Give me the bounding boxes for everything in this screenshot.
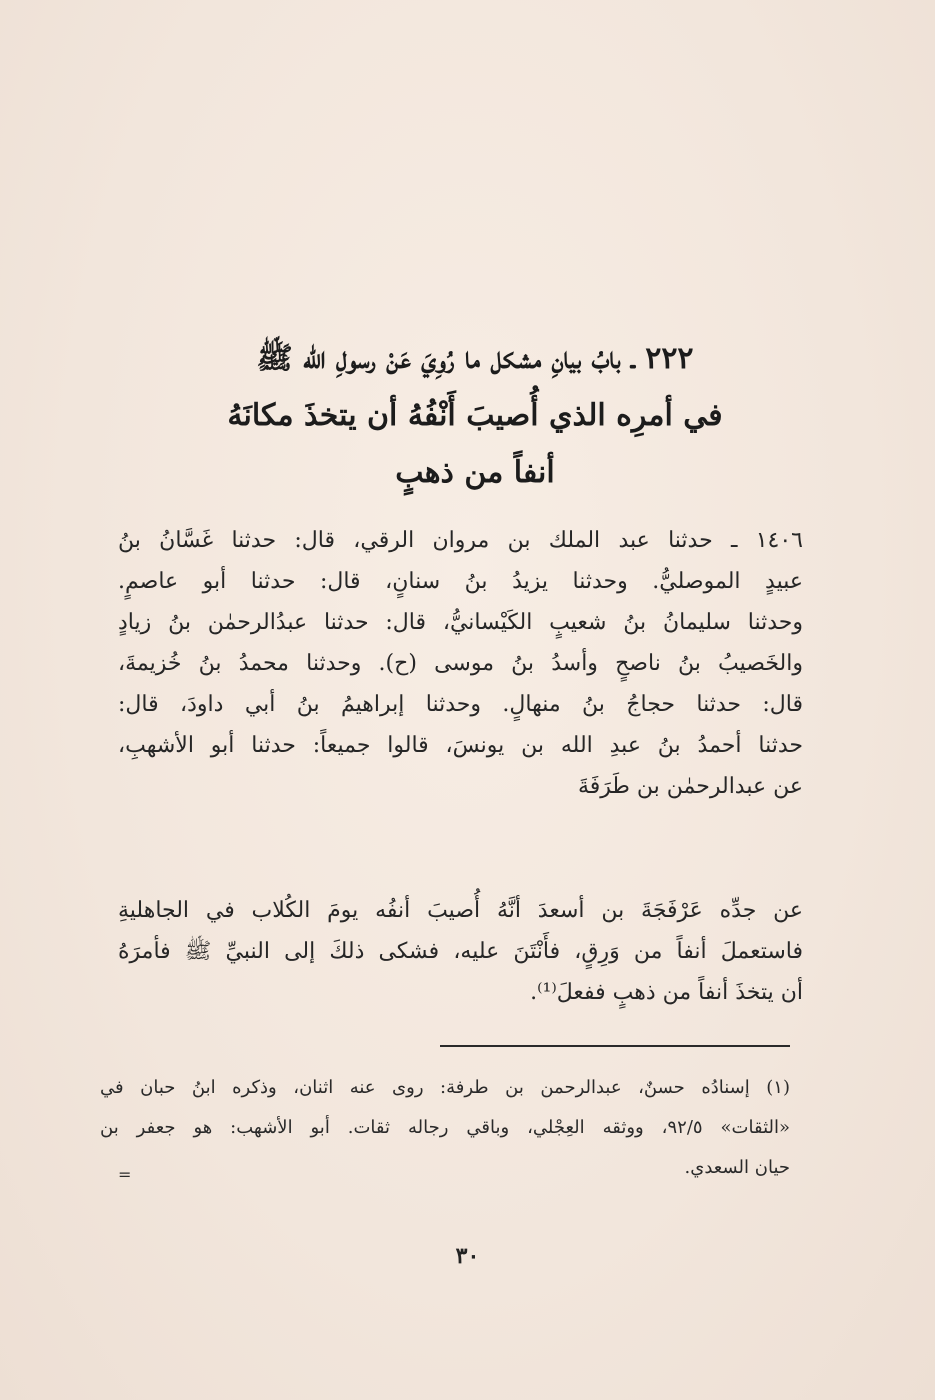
isnad-line: ١٤٠٦ ـ حدثنا عبد الملك بن مروان الرقي، قال: حدثنا غَسَّانُ بنُ xyxy=(118,528,803,553)
isnad-line: وحدثنا سليمانُ بنُ شعيبٍ الكَيْسانيُّ، قال: حدثنا عبدُالرحمٰن بنُ زيادٍ xyxy=(118,610,803,635)
footnote-line: (١) إسنادُه حسنٌ، عبدالرحمن بن طرفة: روى عنه اثنان، وذكره ابنُ حبان في xyxy=(100,1077,790,1098)
footnote-line: «الثقات» ٩٢/٥، ووثقه العِجْلي، وباقي رجاله ثقات. أبو الأشهب: هو جعفر بن xyxy=(100,1117,790,1138)
footnote-divider xyxy=(440,1045,790,1047)
footnote-continuation-mark: = xyxy=(118,1165,132,1184)
chapter-heading-line: ٢٢٢ ـ بابُ بيانِ مشكل ما رُوِيَ عَنْ رسولِ الله ﷺ xyxy=(256,341,694,376)
isnad-line: قال: حدثنا حجاجُ بنُ منهالٍ. وحدثنا إبراهيمُ بنُ أبي داودَ، قال: xyxy=(118,692,803,717)
isnad-line: والخَصيبُ بنُ ناصحٍ وأسدُ بنُ موسى (ح). وحدثنا محمدُ بنُ خُزيمةَ، xyxy=(118,651,803,676)
footnote-line: حيان السعدي. xyxy=(684,1157,790,1178)
matn-line: فاستعملَ أنفاً من وَرِقٍ، فأَنْتَنَ عليه، فشكى ذلكَ إلى النبيِّ ﷺ فأمرَهُ xyxy=(118,939,803,964)
chapter-heading-line: في أمرِه الذي أُصيبَ أَنْفُهُ أن يتخذَ مكانَهُ xyxy=(227,398,723,433)
hadith-isnad-paragraph xyxy=(118,520,803,807)
footnote xyxy=(100,1068,790,1188)
isnad-line: عبيدٍ الموصليُّ. وحدثنا يزيدُ بنُ سنانٍ، قال: حدثنا أبو عاصمٍ. xyxy=(118,569,803,594)
chapter-heading-line: أنفاً من ذهبٍ xyxy=(395,455,555,490)
chapter-heading xyxy=(130,330,820,501)
matn-line: عن جدِّه عَرْفَجَةَ بن أسعدَ أنَّهُ أُصيبَ أنفُه يومَ الكُلاب في الجاهليةِ xyxy=(118,898,803,923)
page-number: ٣٠ xyxy=(455,1243,480,1269)
hadith-matn-paragraph xyxy=(118,890,803,1013)
isnad-line: عن عبدالرحمٰن بن طَرَفَةَ xyxy=(577,774,803,799)
matn-line: أن يتخذَ أنفاً من ذهبٍ ففعلَ⁽¹⁾. xyxy=(530,980,803,1005)
isnad-line: حدثنا أحمدُ بنُ عبدِ الله بن يونسَ، قالوا جميعاً: حدثنا أبو الأشهبِ، xyxy=(118,733,803,758)
